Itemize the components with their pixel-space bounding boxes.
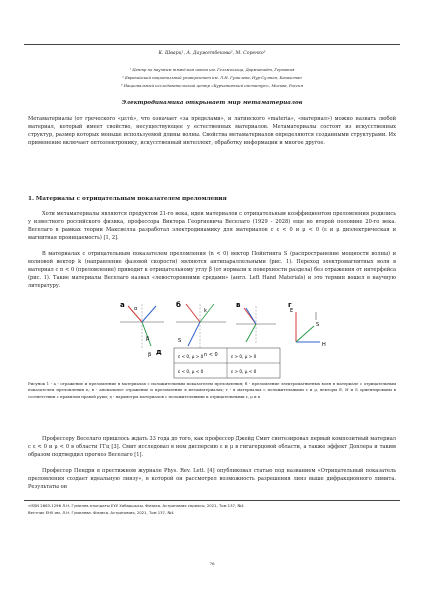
footer-rule	[24, 500, 400, 501]
figure-panel-g	[286, 298, 336, 364]
h-symbol: H	[322, 342, 326, 348]
footer-journal-kz: «ISSN 2663-1296 Л.Н. Гумилев атындағы ЕҰУ Хабаршысы. Физика. Астрономия сериясы, 2021, Том 137, №4	[28, 503, 244, 508]
anomalous-refraction-ray	[246, 324, 256, 342]
panel-label-a: a	[120, 301, 125, 309]
top-rule	[24, 44, 400, 45]
affiliation-3: ³ Национальный исследовательский центр «Курчатовский институт», Москва, Россия	[120, 83, 304, 88]
incident-ray	[186, 304, 200, 322]
page-number: 76	[209, 561, 215, 566]
paragraph-1: Хоти метаматериалы являются продуктом 21-го века, идеи материалов с отрицательным коэффициентом преломления родились у известного российского физика, профессора Виктора Георгиевича Веселаго (1929 - 2028) еще во второй половине 20-го века. Веселаго в рамках теории Максвелла разработал электродинамику для материалов с ε < 0 и μ < 0 (ε и μ диэлектрическая и магнитная проницаемость) [1, 2].	[28, 211, 396, 241]
footer-journal-ru: Вестник ЕНУ им. Л.Н. Гумилева. Физика. Астрономия, 2021, Том 137, №4	[28, 510, 174, 515]
beta-symbol: β	[146, 336, 150, 342]
reflected-ray	[142, 306, 156, 322]
table-cell: ε > 0, μ < 0	[231, 369, 257, 374]
article-title: Электродинамика открывает мир метаматериалов	[121, 100, 303, 106]
beta-symbol-lower: β	[148, 352, 152, 358]
panel-label-b: б	[176, 301, 181, 309]
table-cell: ε < 0, μ > 0	[178, 354, 204, 359]
paragraph-2: В материалах с отрицательным показателем преломления (n < 0) вектор Пойнтинга S (распространение мощности волны) и волновой вектор k (направление фазовой скорости) являются антипараллельными (рис. 1). Переход электромагнитных волн в материал с n < 0 (преломление) приводит к отрицательному углу β (от нормали к поверхности раздела) без отражения от интерфейса (рис. 1). Такие материалы Веселаго назвал «левосторонними средами» (англ. Left Hand Materials) и это термин вошел в научную литературу.	[28, 251, 396, 289]
paragraph-3: Профессору Веселаго пришлось ждать 33 года до того, как профессор Джейд Смит синтезировал первый композитный материал с ε < 0 и μ < 0 в области ГГц [3]. Смит исследовал в нем дисперсию ε и μ в гигагерцовой области, а также эффект Доплера и таким образом подтвердил прогноз Веселаго [1].	[28, 436, 396, 458]
s-symbol: S	[178, 338, 182, 344]
n-negative-label: n < 0	[204, 352, 218, 358]
negative-refraction-ray	[188, 322, 200, 346]
s-vector	[296, 326, 314, 342]
k-symbol: k	[204, 308, 207, 314]
authors: К. Шварц¹, А. Даужетбекова², М. Соренко³	[158, 51, 266, 56]
figure-panel-d	[154, 346, 284, 380]
table-cell: ε > 0, μ > 0	[231, 354, 257, 359]
s-symbol: S	[316, 322, 320, 328]
paragraph-4: Профессор Пендри в престижном журнале Phys. Rev. Lett. [4] опубликовал статью под названием «Отрицательный показатель преломления создает идеальную линзу», в которой он рассмотрел возможность разрешения линз выше дифракционного лимита. Результаты он	[28, 468, 396, 490]
e-symbol: E	[290, 308, 294, 314]
reflected-ray	[200, 304, 214, 322]
panel-label-g: г	[288, 301, 292, 309]
alpha-symbol: α	[134, 306, 138, 312]
anomalous-reflection-ray	[246, 308, 256, 324]
affiliation-2: ² Евразийский национальный университет им. Л.Н. Гумилева, Нур-Султан, Казахстан	[122, 75, 302, 80]
section-heading: 1. Материалы с отрицательным показателем преломления	[28, 196, 227, 202]
panel-label-d: д	[156, 348, 162, 356]
affiliation-1: ¹ Центр по научным тяжёлым ионам им. Гельмгольца, Дармштадт, Германия	[129, 67, 295, 72]
figure-caption: Рисунок 1 - а - отражение и преломление в материалах с положительным показателем преломления; б - преломление электромагнитных волн в материале с отрицательным показателем преломления n; в - аномальное отражение и преломление в метаматериалах; г - в материалах с положительными ε и μ, векторы E, H и S ориентированы в соответствии с правилом правой руки; д - параметры материалов с положительными и отрицательными ε, μ и n	[28, 381, 396, 399]
table-cell: ε < 0, μ < 0	[178, 369, 204, 374]
refracted-ray	[142, 322, 151, 346]
intro-paragraph: Метаматериалы (от греческого «μετά», что означает «за пределами», и латинского «materia», «материал») можно назвать любой материал, который имеет свойство, несуществующее у естественных материалов. Метаматериалы состоят из искусственных структур, размер которых меньше используемой длины волны. Свойства метаматериалов определяются созданными структурами. Их применение включает оптоэлектронику, искусственный интеллект, обработку информации и многое другое.	[28, 116, 396, 146]
panel-label-v: в	[236, 301, 241, 309]
